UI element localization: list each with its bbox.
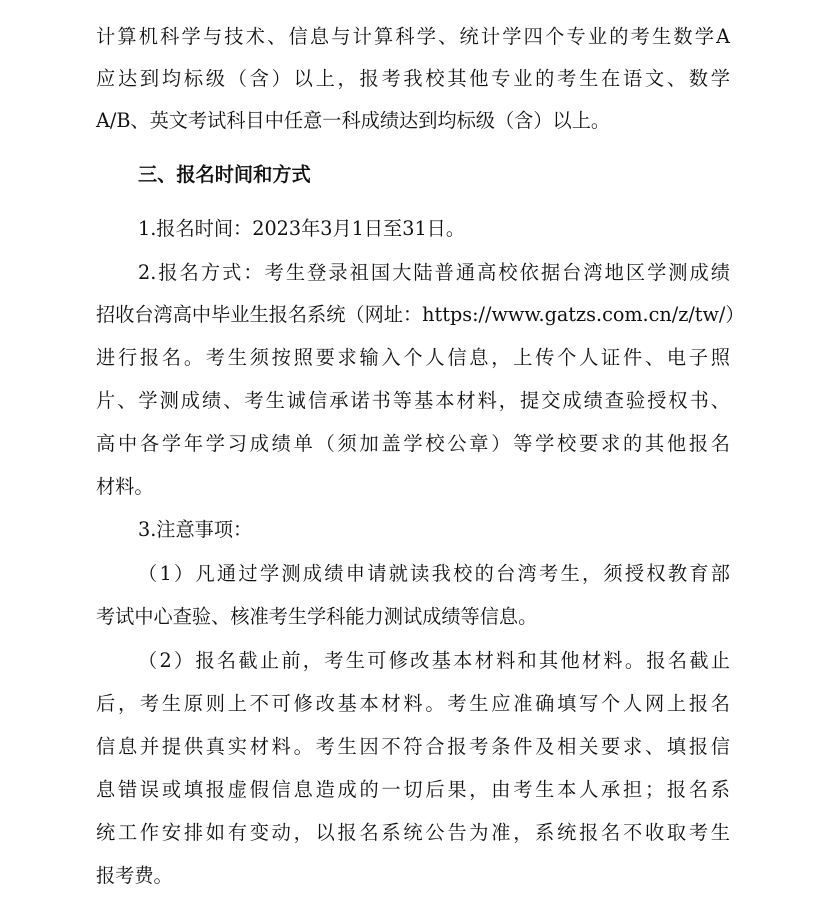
note-1-line: 考试中心查验、核准考生学科能力测试成绩等信息。 [96,605,538,628]
registration-method-line: 招收台湾高中毕业生报名系统（网址：https://www.gatzs.com.cn/z/tw/） [96,303,745,326]
registration-method-line: 进行报名。考生须按照要求输入个人信息，上传个人证件、电子照 [96,346,730,369]
note-2-line: 息错误或填报虚假信息造成的一切后果，由考生本人承担；报名系 [96,778,730,801]
registration-method-line: 高中各学年学习成绩单（须加盖学校公章）等学校要求的其他报名 [96,432,730,455]
paragraph-line: A/B、英文考试科目中任意一科成绩达到均标级（含）以上。 [96,109,611,132]
paragraph-line: 计算机科学与技术、信息与计算科学、统计学四个专业的考生数学A [96,25,730,48]
note-2-line: 报考费。 [96,864,173,887]
note-2-line: 统工作安排如有变动，以报名系统公告为准，系统报名不收取考生 [96,821,730,844]
notes-heading: 3.注意事项： [138,518,253,541]
note-2-line: 信息并提供真实材料。考生因不符合报考条件及相关要求、填报信 [96,735,730,758]
note-2-line: 后，考生原则上不可修改基本材料。考生应准确填写个人网上报名 [96,692,730,715]
note-1-line: （1）凡通过学测成绩申请就读我校的台湾考生，须授权教育部 [138,562,730,585]
registration-method-line: 2.报名方式：考生登录祖国大陆普通高校依据台湾地区学测成绩 [138,261,730,284]
registration-method-line: 材料。 [96,475,154,498]
registration-method-line: 片、学测成绩、考生诚信承诺书等基本材料，提交成绩查验授权书、 [96,389,730,412]
note-2-line: （2）报名截止前，考生可修改基本材料和其他材料。报名截止 [138,649,730,672]
registration-time-item: 1.报名时间：2023年3月1日至31日。 [138,217,466,240]
section-heading: 三、报名时间和方式 [138,163,311,186]
paragraph-line: 应达到均标级（含）以上，报考我校其他专业的考生在语文、数学 [96,67,730,90]
